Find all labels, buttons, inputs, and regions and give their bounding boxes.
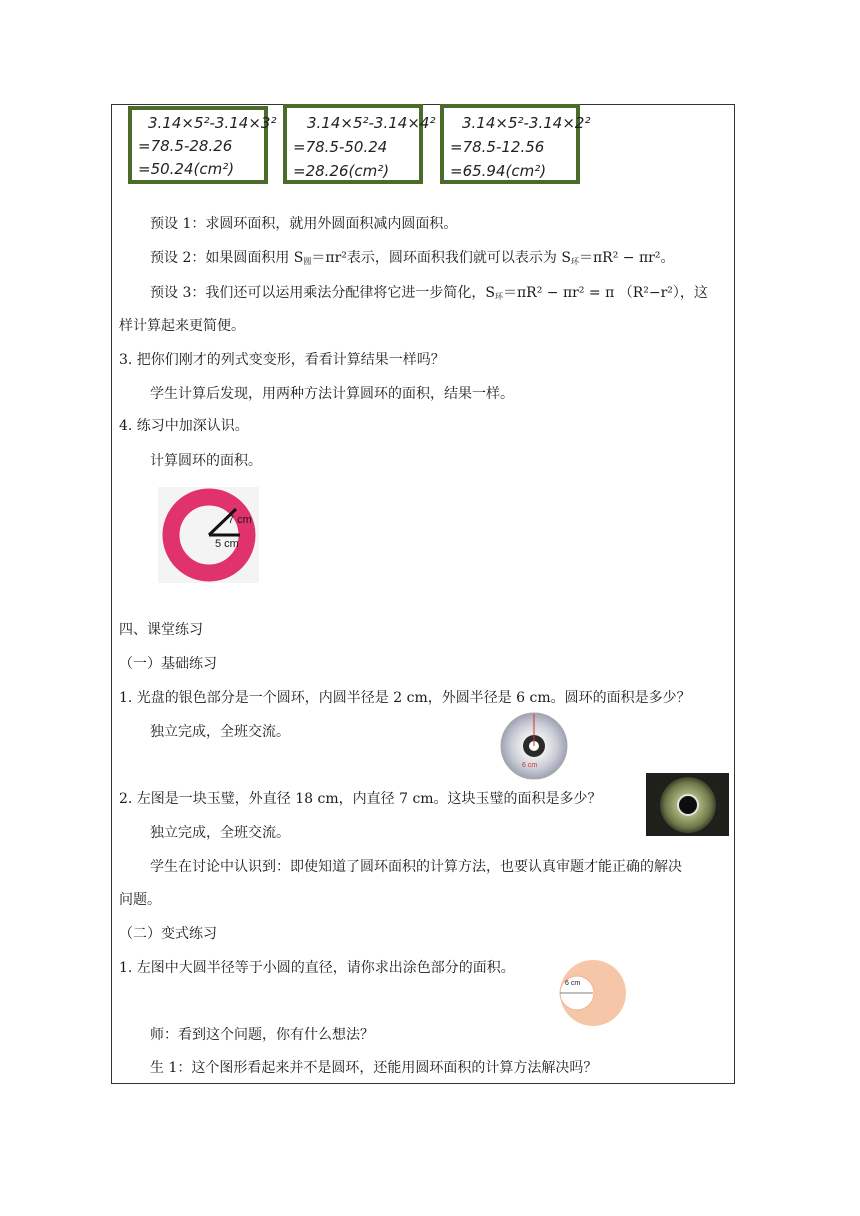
- hw-line: =78.5-28.26: [138, 137, 233, 155]
- exercise-2: 2. 左图是一块玉璧，外直径 18 cm，内直径 7 cm。这块玉璧的面积是多少？: [119, 791, 602, 807]
- teacher-question: 师：看到这个问题，你有什么想法？: [150, 1027, 374, 1043]
- cd-outer-label: 6 cm: [522, 762, 538, 769]
- handwriting-board-3: [440, 104, 591, 184]
- hw-line: 3.14×5²-3.14×4²: [307, 114, 436, 132]
- hypothesis-2: 预设 2：如果圆面积用 $S_圆=\pi r^2$表示，圆环面积我们就可以表示为 $S_环=\pi R^2 - \pi r^2$。: [150, 250, 675, 266]
- exercise-2-reflection: 学生在讨论中认识到：即使知道了圆环面积的计算方法，也要认真审题才能正确的解决: [150, 859, 682, 875]
- small-circle-label: 6 cm: [565, 980, 581, 987]
- hypothesis-1: 预设 1：求圆环面积，就用外圆面积减内圆面积。: [150, 216, 458, 232]
- item-4: 4. 练习中加深认识。: [119, 418, 249, 434]
- exercise-2-note: 独立完成，全班交流。: [150, 825, 290, 841]
- inner-radius-label: 5 cm: [215, 538, 239, 550]
- hw-line: =50.24(cm²): [138, 160, 235, 178]
- hw-line: 3.14×5²-3.14×2²: [462, 114, 591, 132]
- handwriting-board-2: [283, 104, 436, 184]
- item-4-task: 计算圆环的面积。: [150, 453, 262, 469]
- hypothesis-3-cont: 样计算起来更简便。: [119, 318, 245, 334]
- section-title: 四、课堂练习: [119, 622, 203, 638]
- subsection-basic: （一）基础练习: [119, 656, 217, 672]
- hw-line: 3.14×5²-3.14×3²: [148, 114, 277, 132]
- ring-figure: [158, 487, 259, 583]
- jade-disc-photo: [646, 773, 729, 836]
- hw-line: =78.5-50.24: [293, 138, 388, 156]
- subsection-variant: （二）变式练习: [119, 926, 217, 942]
- student-answer-1: 生 1：这个图形看起来并不是圆环，还能用圆环面积的计算方法解决吗？: [150, 1060, 598, 1076]
- cd-figure: [500, 712, 568, 780]
- hypothesis-3: 预设 3：我们还可以运用乘法分配律将它进一步简化，$S_环=\pi R^2 - \pi r^2 = \pi$ （R²−r²），这: [150, 285, 708, 301]
- shaded-circle-figure: [555, 960, 629, 1028]
- hw-line: =65.94(cm²): [450, 162, 547, 180]
- exercise-1-note: 独立完成，全班交流。: [150, 724, 290, 740]
- variant-exercise-1: 1. 左图中大圆半径等于小圆的直径，请你求出涂色部分的面积。: [119, 960, 515, 976]
- hw-line: =78.5-12.56: [450, 138, 545, 156]
- outer-radius-label: 7 cm: [228, 514, 252, 526]
- item-3-answer: 学生计算后发现，用两种方法计算圆环的面积，结果一样。: [150, 386, 514, 402]
- exercise-2-reflection-cont: 问题。: [119, 892, 161, 908]
- exercise-1: 1. 光盘的银色部分是一个圆环，内圆半径是 2 cm，外圆半径是 6 cm。圆环的面积是多少？: [119, 690, 691, 706]
- item-3: 3. 把你们刚才的列式变变形，看看计算结果一样吗？: [119, 352, 445, 368]
- handwriting-board-1: [128, 106, 277, 184]
- hw-line: =28.26(cm²): [293, 162, 390, 180]
